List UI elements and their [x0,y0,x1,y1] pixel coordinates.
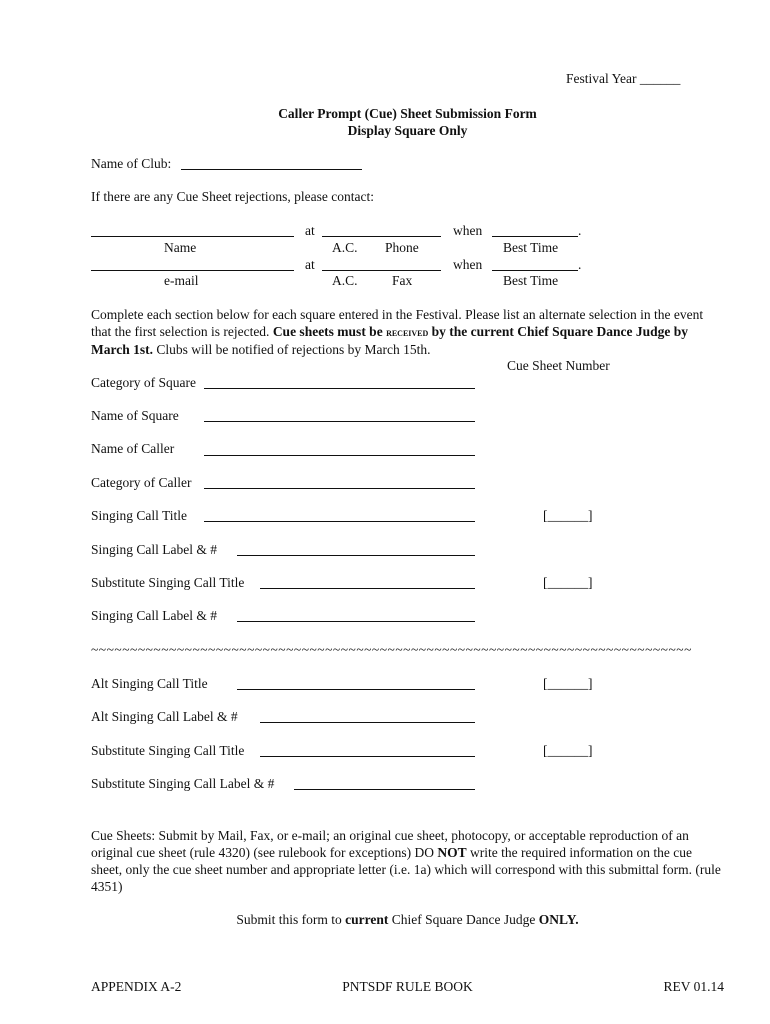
alt-singing-call-label-label: Alt Singing Call Label & # [91,709,238,724]
name-of-caller-field[interactable] [204,455,475,456]
contact-period-2: . [578,257,582,272]
submit-note [0,912,770,928]
footer-rulebook: PNTSDF RULE BOOK [342,979,473,994]
alt-substitute-singing-call-label-field[interactable] [294,789,475,790]
footer-appendix: APPENDIX A-2 [91,979,182,994]
singing-call-label-label: Singing Call Label & # [91,542,217,557]
contact-at-2: at [305,257,315,272]
submit-note-text-2: Chief Square Dance Judge [388,912,539,927]
submit-note-only: ONLY. [538,912,579,927]
name-of-square-field[interactable] [204,421,475,422]
contact-best-time-field-2[interactable] [492,270,578,271]
form-subtitle: Display Square Only [347,123,468,138]
club-name-field[interactable] [181,169,362,170]
contact-at-1: at [305,223,315,238]
name-of-caller-label: Name of Caller [91,441,175,456]
contact-fax-caption: Fax [392,273,413,288]
name-of-square-label: Name of Square [91,408,179,423]
separator-line: ~~~~~~~~~~~~~~~~~~~~~~~~~~~~~~~~~~~~~~~~~~~~~~~~~~~~~~~~~~~~~~~~~~~~~~~~~~~~~ [91,642,692,657]
form-title: Caller Prompt (Cue) Sheet Submission Form [278,106,537,121]
submit-note-text-1: Submit this form to [236,912,346,927]
singing-call-title-label: Singing Call Title [91,508,188,523]
contact-phone-field[interactable] [322,236,441,237]
singing-call-label-field[interactable] [237,555,475,556]
contact-best-time-caption-2: Best Time [503,273,559,288]
alt-substitute-singing-call-label-label: Substitute Singing Call Label & # [91,776,275,791]
cue-sheets-note-not: NOT [437,845,467,860]
category-of-square-label: Category of Square [91,375,196,390]
contact-fax-field[interactable] [322,270,441,271]
submit-note-current: current [345,912,389,927]
cue-sheets-note-text-1: Cue Sheets: Submit by Mail, Fax, or e-mail; an original cue sheet, photocopy, or acceptable reproduction of an original cue sheet (rule 4320) (see rulebook for exceptions) DO [91,828,689,860]
category-of-square-field[interactable] [204,388,475,389]
singing-call-title-field[interactable] [204,521,475,522]
festival-year-label: Festival Year ______ [566,71,681,86]
instructions-text-1: Complete each section below for each square entered in the Festival. Please list an alternate selection in the event that the first selection is rejected. [91,307,704,339]
contact-best-time-field-1[interactable] [492,236,578,237]
instructions-paragraph [91,306,721,358]
alt-substitute-singing-call-title-field[interactable] [260,756,475,757]
contact-email-caption: e-mail [164,273,199,288]
alt-substitute-singing-call-title-label: Substitute Singing Call Title [91,743,245,758]
substitute-singing-call-label-field[interactable] [237,621,475,622]
instructions-bold-1: Cue sheets must be [272,324,387,339]
contact-best-time-caption-1: Best Time [503,240,559,255]
contact-email-field[interactable] [91,270,294,271]
instructions-received: received [386,325,429,339]
contact-ac-caption-2: A.C. [332,273,358,288]
cue-sheets-note-text-2: write the required information on the cue sheet, only the cue sheet number and appropriate letter (i.e. 1a) which will correspond with this submittal form. (rule 4351) [91,845,721,894]
footer-revision: REV 01.14 [663,979,724,994]
instructions-text-2: Clubs will be notified of rejections by March 15th. [153,342,431,357]
alt-singing-call-title-label: Alt Singing Call Title [91,676,208,691]
singing-call-title-cue-number[interactable]: [______] [543,508,593,523]
alt-singing-call-title-field[interactable] [237,689,475,690]
contact-period-1: . [578,223,582,238]
cue-sheets-note [91,827,721,895]
contact-ac-caption-1: A.C. [332,240,358,255]
category-of-caller-field[interactable] [204,488,475,489]
substitute-singing-call-cue-number[interactable]: [______] [543,575,593,590]
contact-name-field[interactable] [91,236,294,237]
alt-substitute-singing-call-cue-number[interactable]: [______] [543,743,593,758]
contact-name-caption: Name [164,240,197,255]
category-of-caller-label: Category of Caller [91,475,192,490]
club-name-label: Name of Club: [91,156,172,171]
contact-when-1: when [453,223,483,238]
substitute-singing-call-title-field[interactable] [260,588,475,589]
cue-sheet-number-header: Cue Sheet Number [507,358,610,373]
contact-when-2: when [453,257,483,272]
contact-intro: If there are any Cue Sheet rejections, please contact: [91,189,374,204]
instructions-bold-2: by the current Chief Square Dance Judge by March 1st. [91,324,689,357]
alt-singing-call-cue-number[interactable]: [______] [543,676,593,691]
alt-singing-call-label-field[interactable] [260,722,475,723]
substitute-singing-call-label-label: Singing Call Label & # [91,608,217,623]
substitute-singing-call-title-label: Substitute Singing Call Title [91,575,245,590]
contact-phone-caption: Phone [385,240,419,255]
